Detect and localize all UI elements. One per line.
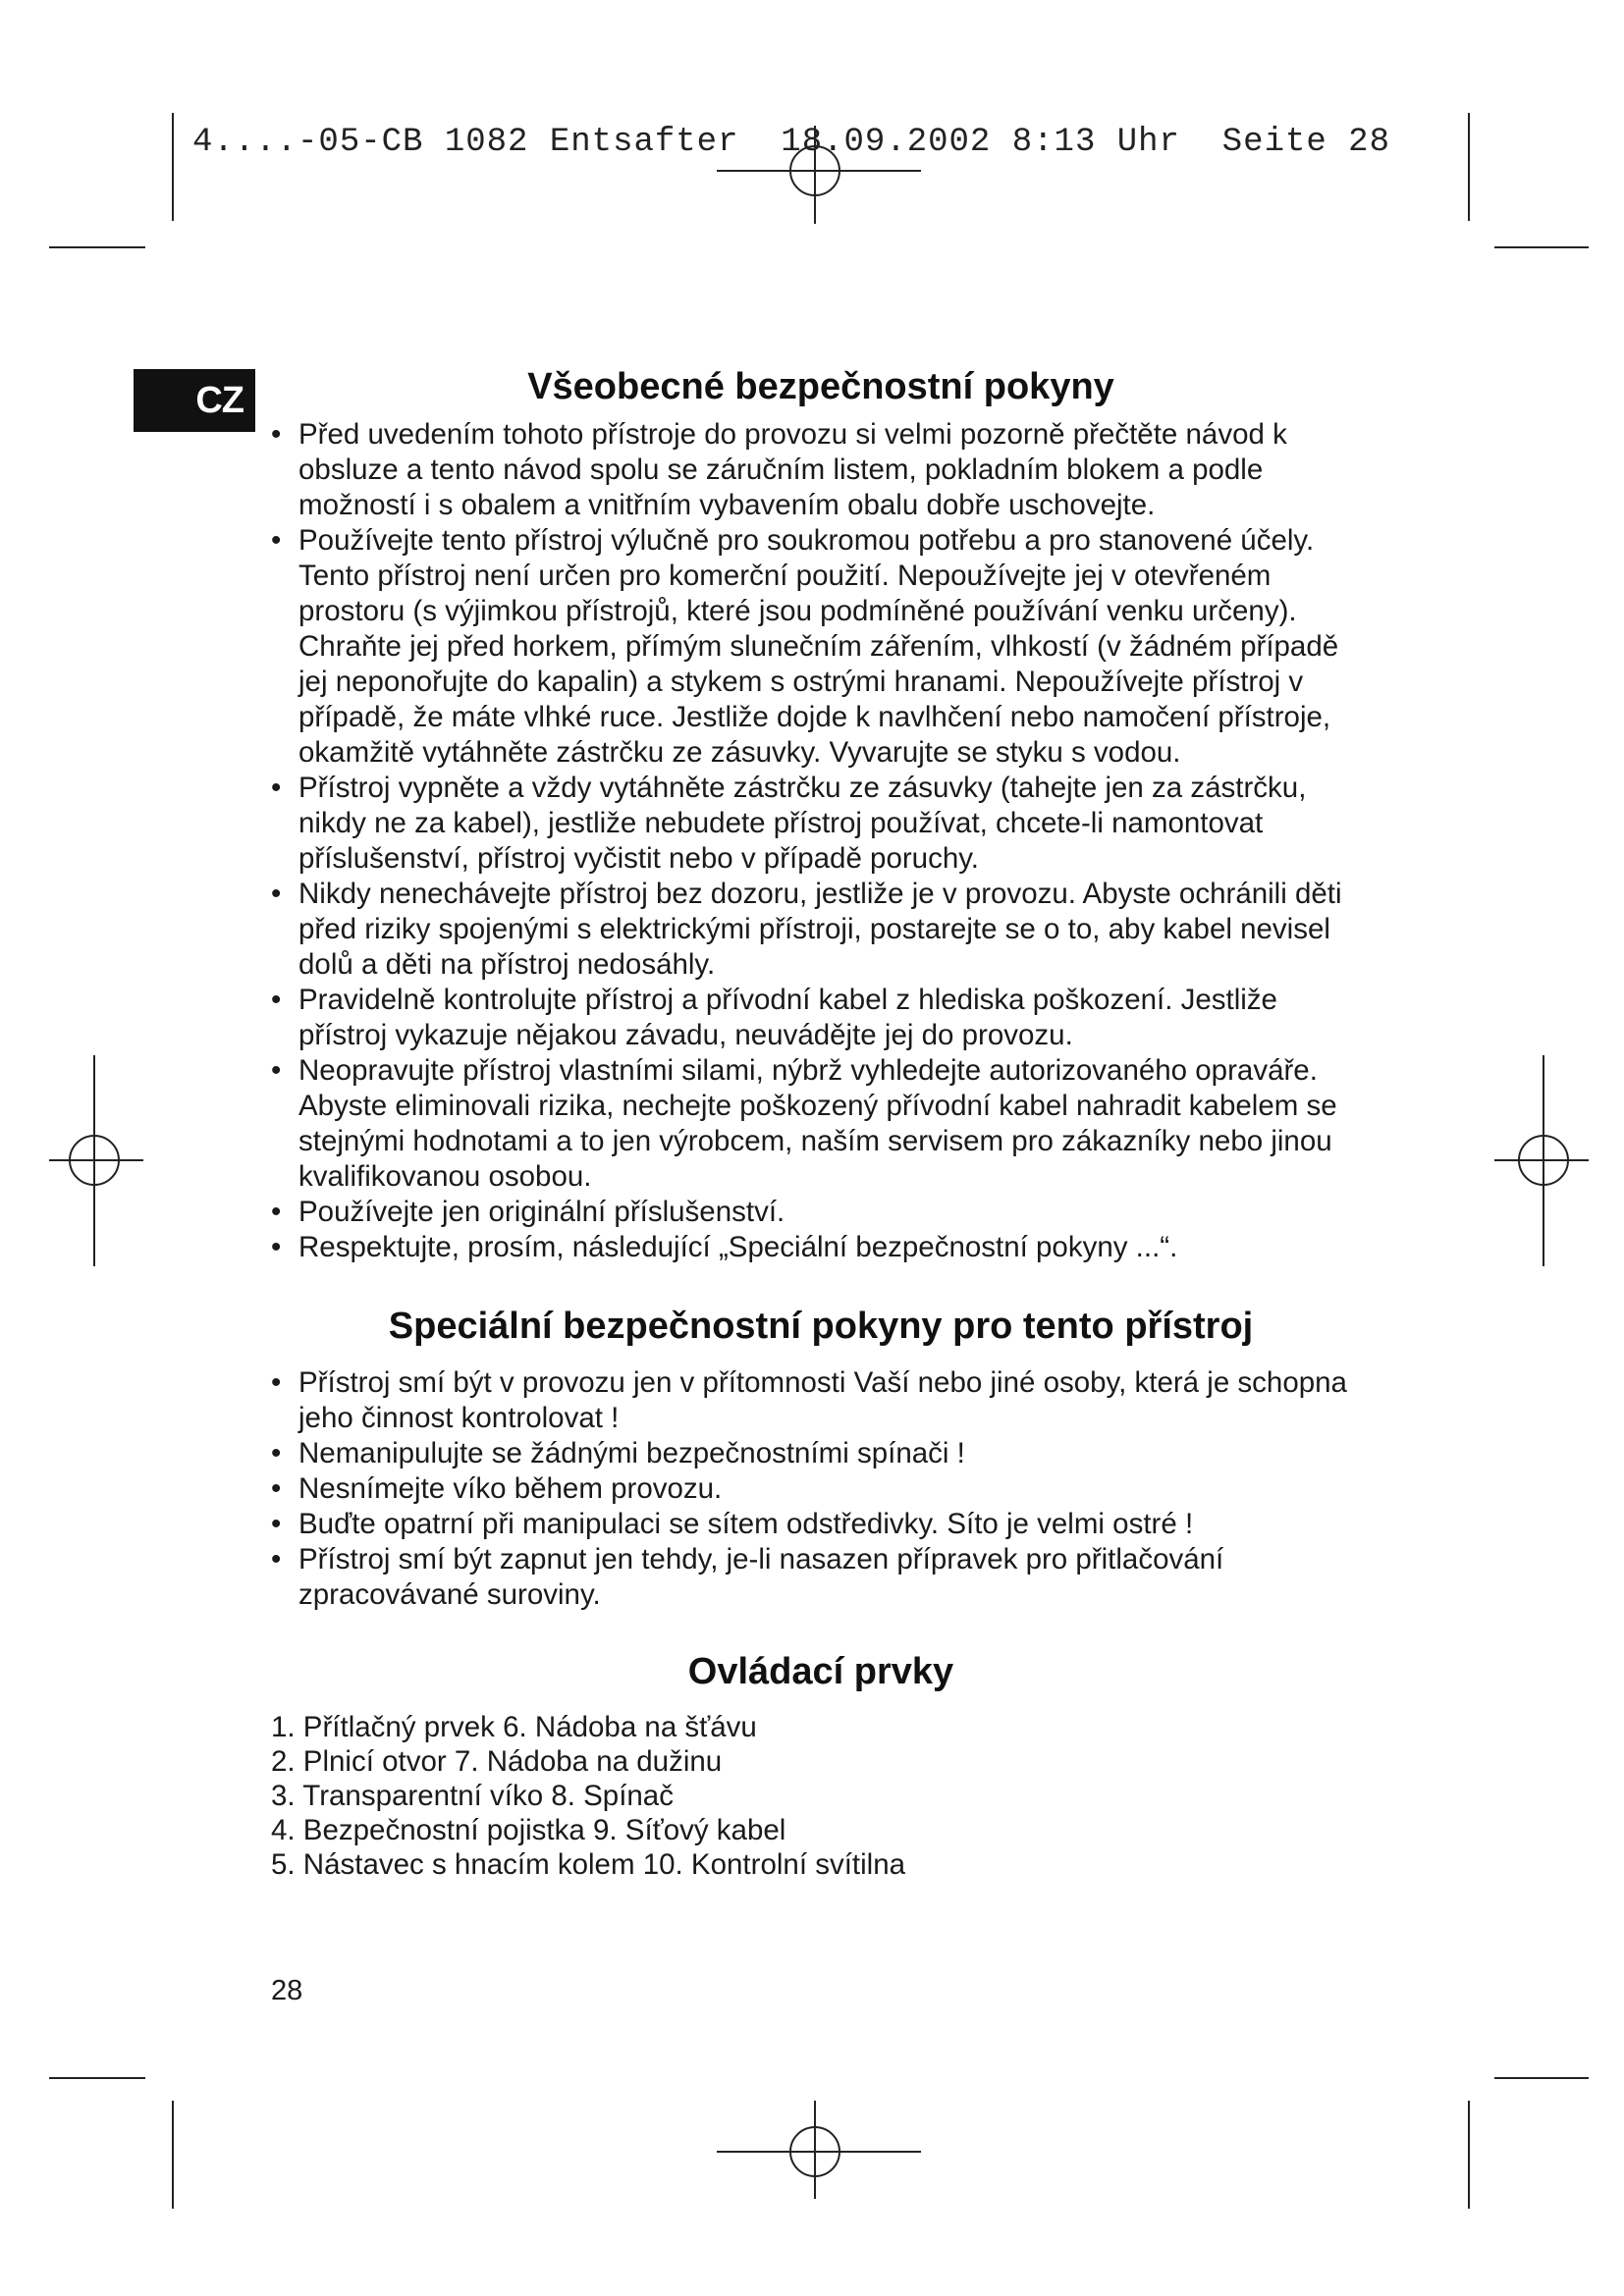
- general-safety-list: [271, 417, 1371, 1265]
- list-item: • Nesnímejte víko během provozu.: [271, 1471, 723, 1505]
- list-item: • Přístroj smí být v provozu jen v přítomnosti Vaší nebo jiné osoby, která je schopna jeho činnost kontrolovat !: [271, 1365, 1347, 1434]
- list-item: 1. Přítlačný prvek 6. Nádoba na šťávu: [271, 1711, 757, 1744]
- list-item: • Pravidelně kontrolujte přístroj a přívodní kabel z hlediska poškození. Jestliže přístroj vykazuje nějakou závadu, neuvádějte jej do provozu.: [271, 984, 1277, 1052]
- print-slug: 4....-05-CB 1082 Entsafter 18.09.2002 8:13 Uhr Seite 28: [192, 124, 1390, 161]
- list-item: 2. Plnicí otvor 7. Nádoba na dužinu: [271, 1745, 723, 1779]
- list-item: • Používejte tento přístroj výlučně pro soukromou potřebu a pro stanovené účely. Tento přístroj není určen pro komerční použití. Nepoužívejte jej v otevřeném prostoru (s výjimkou přístrojů, které jsou podmíněné používání venku určeny). Chraňte jej před horkem, přímým slunečním zářením, vlhkostí (v žádném případě jej neponořujte do kapalin) a stykem s ostrými hranami. Nepoužívejte přístroj v případě, že máte vlhké ruce. Jestliže dojde k navlhčení nebo namočení přístroje, okamžitě vytáhněte zástrčku ze zásuvky. Vyvarujte se styku s vodou.: [271, 524, 1339, 770]
- page-number: 28: [271, 1975, 303, 2006]
- list-item: • Respektujte, prosím, následující „Speciální bezpečnostní pokyny ...“.: [271, 1231, 1178, 1264]
- list-item: • Nemanipulujte se žádnými bezpečnostními spínači !: [271, 1436, 965, 1469]
- list-item: • Buďte opatrní při manipulaci se sítem odstředivky. Síto je velmi ostré !: [271, 1507, 1194, 1540]
- list-item: • Nikdy nenechávejte přístroj bez dozoru, jestliže je v provozu. Abyste ochránili děti před riziky spojenými s elektrickými přístroji, postarejte se o to, aby kabel nevisel dolů a děti na přístroj nedosáhly.: [271, 878, 1342, 982]
- list-item: • Před uvedením tohoto přístroje do provozu si velmi pozorně přečtěte návod k obsluze a tento návod spolu se záručním listem, pokladním blokem a podle možností i s obalem a vnitřním vybavením obalu dobře uschovejte.: [271, 418, 1287, 522]
- list-item: • Přístroj vypněte a vždy vytáhněte zástrčku ze zásuvky (tahejte jen za zástrčku, nikdy ne za kabel), jestliže nebudete přístroj používat, chcete-li namontovat příslušenství, přístroj vyčistit nebo v případě poruchy.: [271, 772, 1307, 876]
- list-item: • Přístroj smí být zapnut jen tehdy, je-li nasazen přípravek pro přitlačování zpracovávané suroviny.: [271, 1542, 1224, 1611]
- controls-list: [271, 1710, 1371, 1882]
- page-content: [271, 363, 1371, 1882]
- controls-title: Ovládací prvky: [687, 1650, 954, 1692]
- list-item: • Neopravujte přístroj vlastními silami, nýbrž vyhledejte autorizovaného opraváře. Abyste eliminovali rizika, nechejte poškozený přívodní kabel nahradit kabelem se stejnými hodnotami a to jen výrobcem, naším servisem pro zákazníky nebo jinou kvalifikovanou osobou.: [271, 1054, 1337, 1194]
- list-item: 4. Bezpečnostní pojistka 9. Síťový kabel: [271, 1814, 786, 1847]
- language-tab: CZ: [134, 369, 255, 432]
- general-safety-title: Všeobecné bezpečnostní pokyny: [527, 366, 1114, 407]
- special-safety-title: Speciální bezpečnostní pokyny pro tento přístroj: [388, 1306, 1254, 1348]
- list-item: • Používejte jen originální příslušenství.: [271, 1196, 785, 1229]
- list-item: 5. Nástavec s hnacím kolem 10. Kontrolní svítilna: [271, 1848, 906, 1882]
- special-safety-list: [271, 1365, 1371, 1613]
- list-item: 3. Transparentní víko 8. Spínač: [271, 1780, 674, 1813]
